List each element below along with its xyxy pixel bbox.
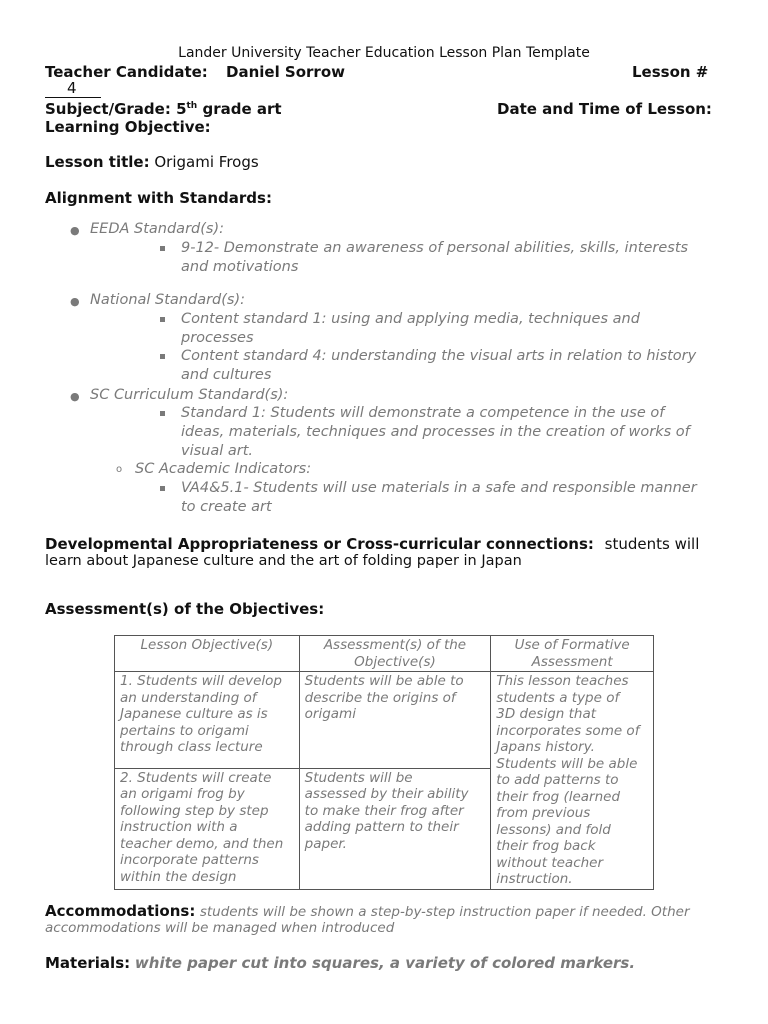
learning-objective-label: Learning Objective: <box>45 118 211 136</box>
table-header-row <box>115 636 654 672</box>
accommodations-value-line1: students will be shown a step-by-step instruction paper if needed. Other <box>199 904 690 920</box>
row2-assessment: Students will be assessed by their ability to make their frog after adding pattern to their paper. <box>299 768 491 889</box>
sc-indicator-line1: VA4&5.1- Students will use materials in a safe and responsible manner <box>181 480 697 496</box>
materials-value: white paper cut into squares, a variety of colored markers. <box>134 954 636 972</box>
grade-rest: grade art <box>202 100 282 118</box>
sc-item-line1: Standard 1: Students will demonstrate a competence in the use of <box>181 405 665 421</box>
header-lesson-objectives: Lesson Objective(s) <box>115 636 300 672</box>
template-title: Lander University Teacher Education Lesson Plan Template <box>178 45 590 61</box>
subject-grade-label: Subject/Grade: <box>45 100 171 118</box>
teacher-name: Daniel Sorrow <box>226 63 345 81</box>
lesson-title <box>45 153 259 171</box>
eeda-item-line1: 9-12- Demonstrate an awareness of personal abilities, skills, interests <box>181 240 689 256</box>
accommodations-label: Accommodations: <box>45 902 196 920</box>
eeda-item-line2: and motivations <box>181 259 299 275</box>
sc-indicators-label: SC Academic Indicators: <box>135 461 312 477</box>
date-time-label: Date and Time of Lesson: <box>497 100 712 118</box>
lesson-title-value: Origami Frogs <box>154 153 259 171</box>
national-item1-line1: Content standard 1: using and applying media, techniques and <box>181 311 640 327</box>
subject-grade <box>45 100 282 118</box>
bullet-circle: o <box>116 464 123 475</box>
grade-suffix: th <box>186 101 198 111</box>
row2-objective: 2. Students will create an origami frog by following step by step instruction with a teacher demo, and then incorporate patterns within the design <box>115 768 300 889</box>
formative-assessment-cell: This lesson teaches students a type of 3D design that incorporates some of Japans history. Students will be able to add patterns to their frog (learned from previous lessons) and fold their frog back without teacher instruction. <box>491 672 654 890</box>
bullet-square <box>160 354 165 359</box>
materials-label: Materials: <box>45 954 131 972</box>
table-row <box>115 672 654 769</box>
lesson-number-blank <box>45 79 101 98</box>
bullet-dot: ● <box>70 224 80 237</box>
bullet-dot: ● <box>70 295 80 308</box>
national-item2-line2: and cultures <box>181 367 272 383</box>
accommodations-value-line2: accommodations will be managed when introduced <box>45 920 395 936</box>
eeda-label: EEDA Standard(s): <box>90 221 224 237</box>
materials <box>45 954 635 972</box>
developmental-value-line1: students will <box>604 535 700 553</box>
lesson-title-label: Lesson title: <box>45 153 150 171</box>
bullet-square <box>160 246 165 251</box>
objectives-table <box>114 635 654 890</box>
national-label: National Standard(s): <box>90 292 246 308</box>
row1-assessment: Students will be able to describe the origins of origami <box>299 672 491 769</box>
sc-indicator-line2: to create art <box>181 499 272 515</box>
header-formative: Use of Formative Assessment <box>491 636 654 672</box>
grade-number: 5 <box>176 100 187 118</box>
bullet-square <box>160 317 165 322</box>
accommodations-line1 <box>45 902 690 920</box>
alignment-heading: Alignment with Standards: <box>45 189 272 207</box>
national-item1-line2: processes <box>181 330 254 346</box>
lesson-number-label: Lesson # <box>632 63 709 81</box>
developmental-value-line2: learn about Japanese culture and the art of folding paper in Japan <box>45 553 522 569</box>
bullet-square <box>160 486 165 491</box>
sc-item-line2: ideas, materials, techniques and processes in the creation of works of <box>181 424 690 440</box>
sc-item-line3: visual art. <box>181 443 254 459</box>
lesson-number-value: 4 <box>67 79 77 97</box>
assessment-heading: Assessment(s) of the Objectives: <box>45 600 325 618</box>
developmental-label: Developmental Appropriateness or Cross-curricular connections: <box>45 535 594 553</box>
national-item2-line1: Content standard 4: understanding the visual arts in relation to history <box>181 348 697 364</box>
bullet-dot: ● <box>70 390 80 403</box>
row1-objective: 1. Students will develop an understanding of Japanese culture as is pertains to origami through class lecture <box>115 672 300 769</box>
teacher-candidate-label: Teacher Candidate: <box>45 63 208 81</box>
developmental-line1 <box>45 535 699 553</box>
sc-curriculum-label: SC Curriculum Standard(s): <box>90 387 289 403</box>
header-assessments: Assessment(s) of the Objective(s) <box>299 636 491 672</box>
bullet-square <box>160 411 165 416</box>
